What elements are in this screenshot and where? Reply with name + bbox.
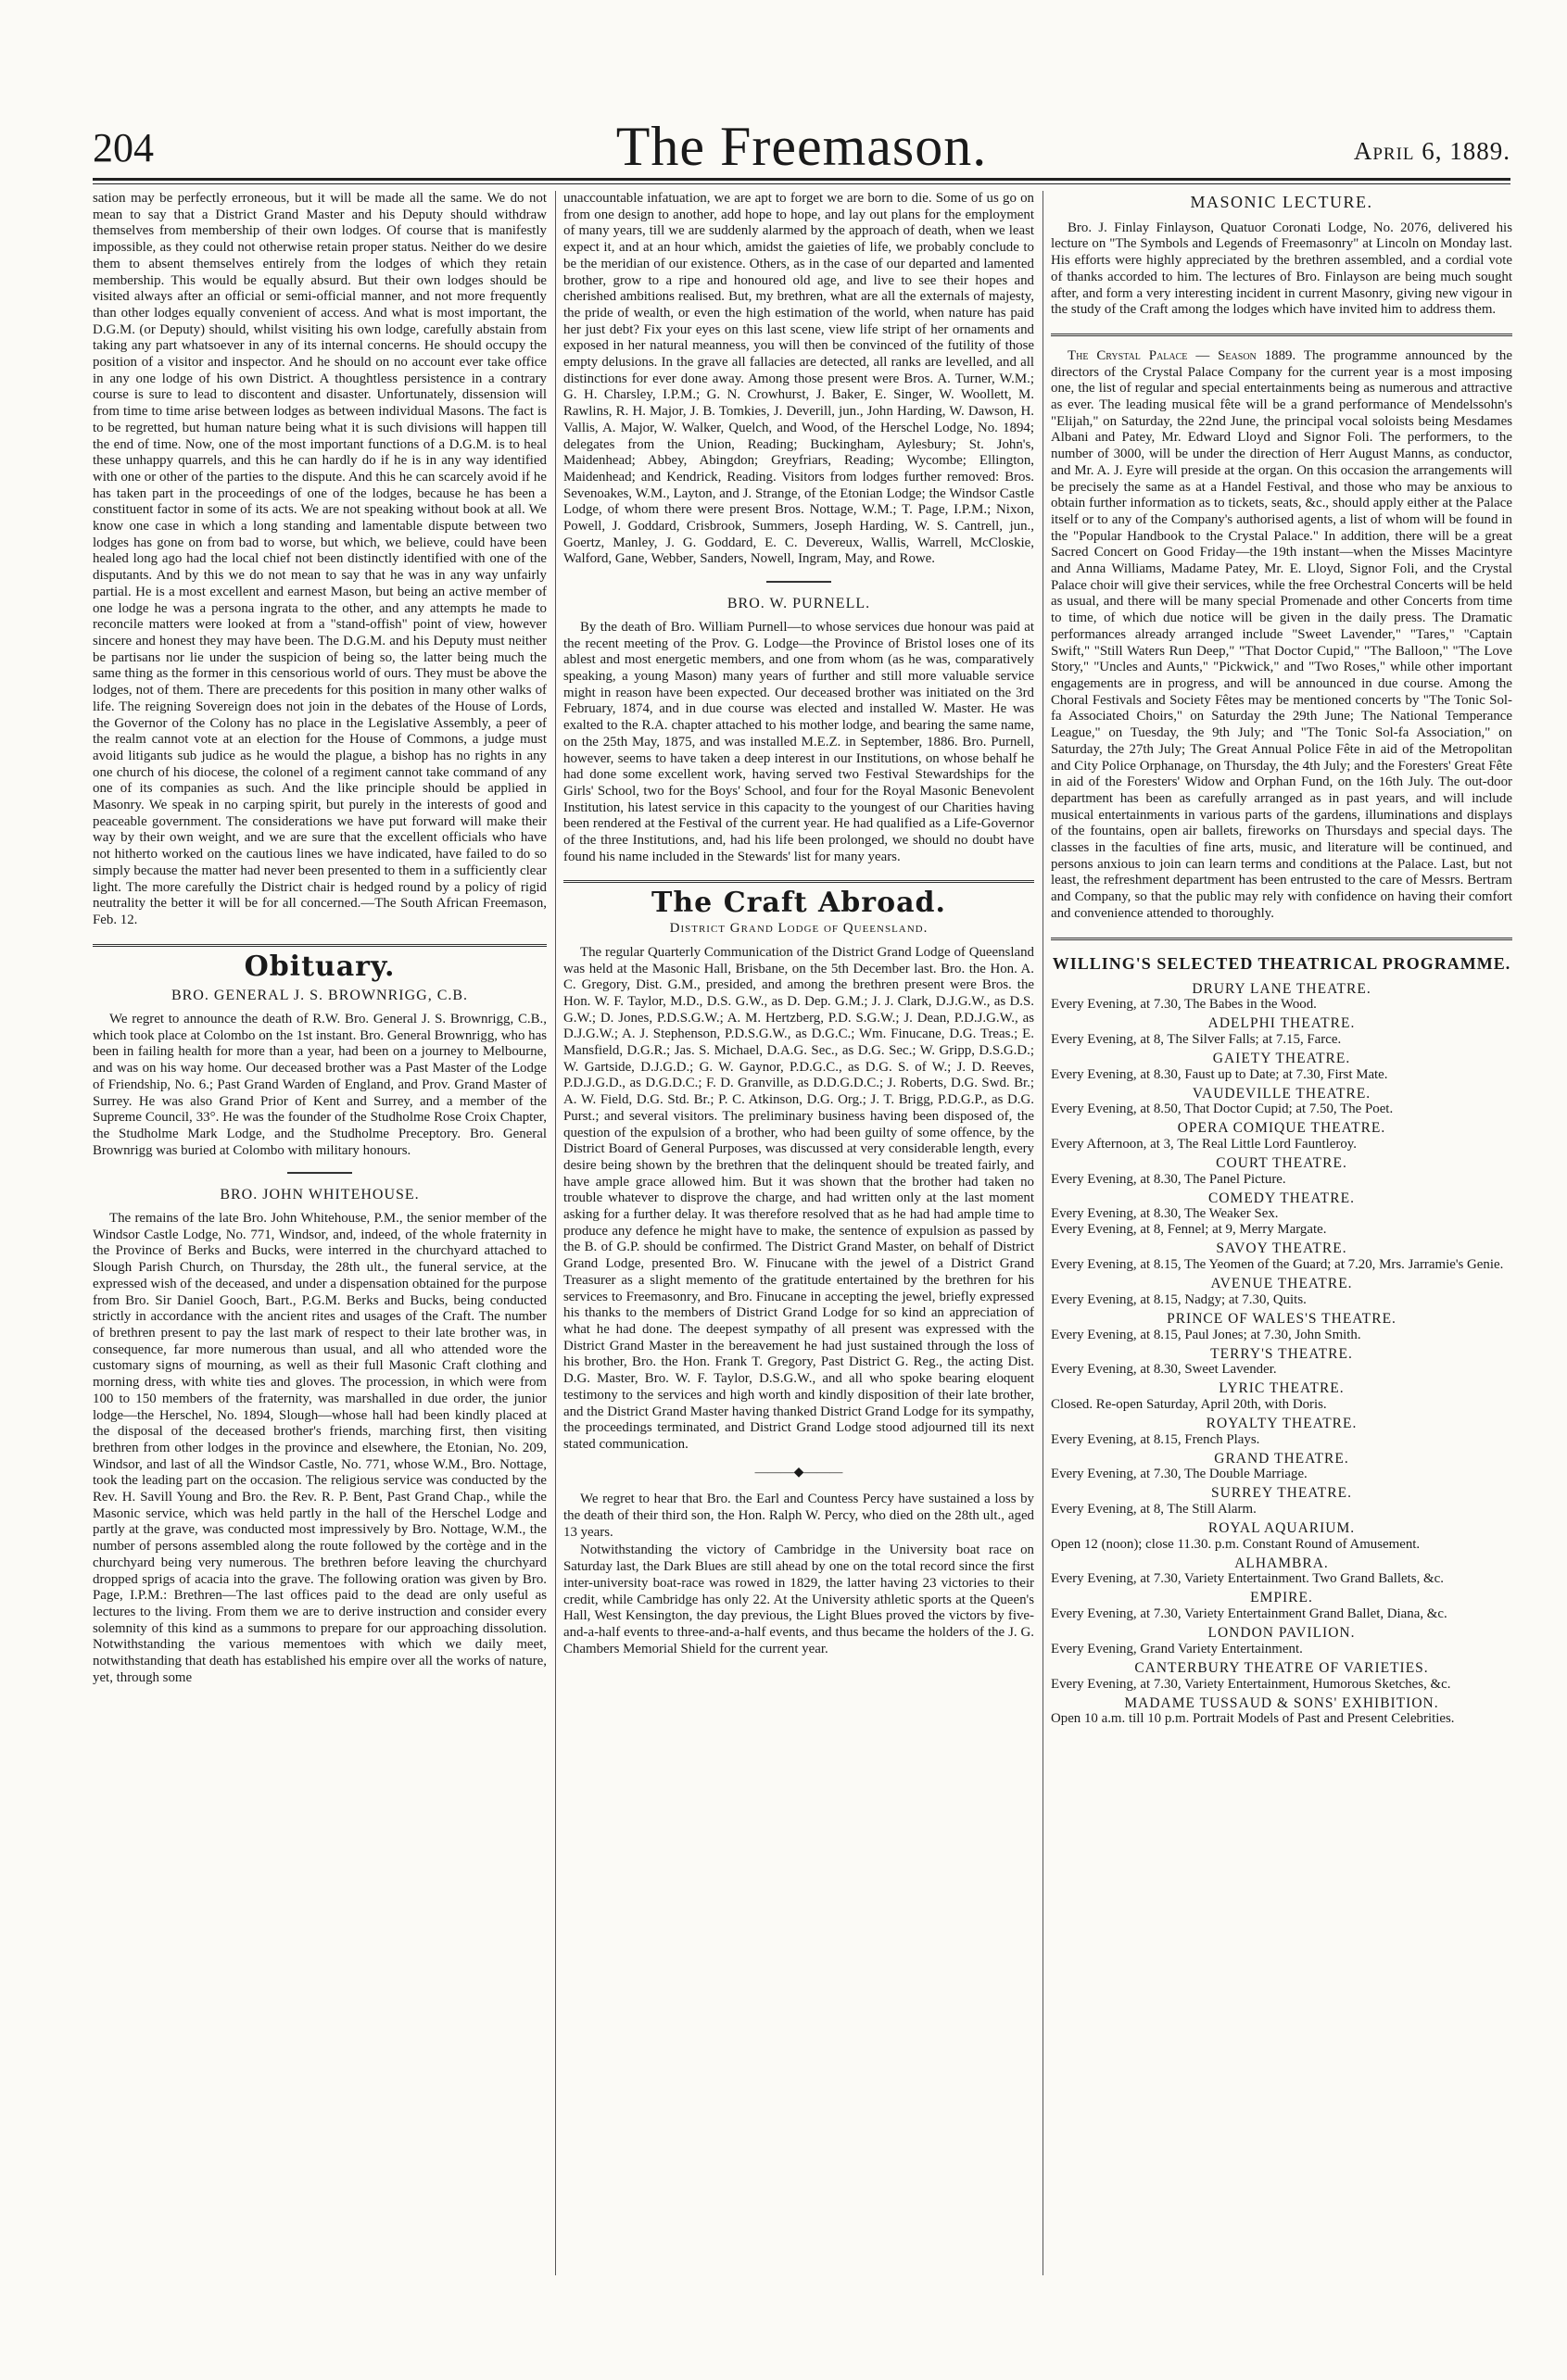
obituary-brownrigg-text: We regret to announce the death of R.W. Bro. General J. S. Brownrigg, C.B., which took place at Colombo on the 1st instant. Bro. General Brownrigg, who has been in failing health for more than a year, had been on a journey to Melbourne, and was on his way home. Our deceased brother was a Past Master of the Lodge of Friendship, No. 6.; Past Grand Warden of England, and Prov. Grand Master of Surrey. He was also Grand Prior of Kent and Surrey, and a member of the Supreme Council, 33°. He was the founder of the Studholme Rose Croix Chapter, the Studholme Mark Lodge, and the Studholme Preceptory. Bro. General Brownrigg was buried at Colombo with military honours. (93, 1012, 547, 1158)
theatre-performance: Every Evening, at 8.50, That Doctor Cupid; at 7.50, The Poet. (1051, 1102, 1394, 1117)
crystal-palace-lead: The Crystal Palace — Season 1889. (1068, 347, 1296, 363)
theatre-performance: Every Evening, at 8.15, French Plays. (1051, 1431, 1260, 1447)
obituary-title: Obituary. (244, 950, 396, 983)
section-rule (1051, 938, 1512, 941)
theatre-name: AVENUE THEATRE. (1210, 1276, 1353, 1292)
theatre-performance: Every Evening, at 7.30, The Double Marriage. (1051, 1467, 1308, 1482)
article-continuation: sation may be perfectly erroneous, but it will be made all the same. We do not mean to say that a District Grand Master and his Deputy should withdraw themselves from membership of their own lodges. Of course that is manifestly impossible, as they could not otherwise retain proper status. Neither do we desire them to absent themselves entirely from the lodges of which they retain membership. This would be equally absurd. But their own lodges should be visited always after an official or semi-official manner, and not more frequently than other lodges equally convenient of access. And what is most important, the D.G.M. (or Deputy) should, whilst visiting his own lodge, carefully abstain from taking any part whatsoever in any of its internal concerns. He should occupy the position of a visitor and inspector. And he should on no account ever take office in any one lodge of his own District. A thoughtless persistence in a contrary course is sure to lead to discontent and disaster. Unfortunately, dissension will from time to time arise between lodges as between individual Masons. The fact is to be regretted, but human nature being what it is such divisions will happen till the end of time. Now, one of the most important functions of a D.G.M. is to heal these unhappy quarrels, and this he can hardly do if he is in any way identified with one or other of the parties to the dispute. And this he can scarcely avoid if he has taken part in the proceedings of one of the lodges, because he has been a constituent factor in some of its acts. We are not speaking without book at all. We know one case in which a long standing and lamentable dispute between two lodges has gone on from bad to worse, but which, we believe, could have been healed long ago had the local chief not been distinctly identified with one of the disputants. And by this we do not mean to say that he was in any way unfairly partial. He is a most excellent and earnest Mason, but being an active member of one lodge he was a persona ingrata to the other, and any attempts he made to reconcile matters were looked at from a "stand-offish" point of view, however sincere and honest they may have been. The D.G.M. and his Deputy must neither be partisans nor lie under the suspicion of being so, the latter being much the same thing as the former in this censorious world of ours. They must be above the lodges, not of them. There are precedents for this position in many other walks of life. The reigning Sovereign does not join in the debates of the House of Lords, the Governor of the Colony has no place in the Legislative Assembly, a peer of the realm cannot vote at an election for the House of Commons, a judge must avoid litigants sub judice as he would the plague, a bishop has no rights in any one church of his diocese, the colonel of a regiment cannot take command of any one of its companies as such. And the like principle should be applied in Masonry. We speak in no carping spirit, but purely in the interests of good and peaceable government. The considerations we have put forward will make their way by their own weight, and we are sure that the excellent officials who have not hitherto worked on the cautious lines we have indicated, have failed to do so simply because the matter had never been presented to them in a sufficiently clear light. The more carefully the District chair is hedged round by a policy of rigid neutrality the better it will be for all concerned.—The South African Freemason, Feb. 12. (93, 191, 547, 927)
theatre-name: DRURY LANE THEATRE. (1192, 980, 1371, 997)
theatre-name: CANTERBURY THEATRE OF VARIETIES. (1134, 1659, 1429, 1676)
theatre-performance: Every Evening, at 8.30, The Panel Picture. (1051, 1171, 1286, 1187)
theatre-performance: Every Evening, at 8.15, The Yeomen of the Guard; at 7.20, Mrs. Jarramie's Genie. (1051, 1257, 1504, 1273)
queensland-text: The regular Quarterly Communication of the District Grand Lodge of Queensland was held at the Masonic Hall, Brisbane, on the 5th December last. Bro. the Hon. A. C. Gregory, Dist. G.M., presided, and among the brethren present were Bros. the Hon. W. F. Taylor, M.D., D.S. G.W., as D. Dep. G.M.; J. J. Clark, D.J.G.W., as D.S. G.W.; D. Jones, P.D.S.G.W.; A. M. Hertzberg, P.D. S.G.W.; J. Dean, P.D.J.G.W., as D.J.G.W.; A. J. Stephenson, P.D.S.G.W., as D.G.C.; Wm. Finucane, D.G. Treas.; E. Mansfield, D.G.R.; Jas. S. Michael, D.A.G. Sec., as D.G. Sec.; W. Gripp, D.S.G.D.; W. Gartside, D.J.G.D.; G. W. Gaynor, P.D.G.C., as D.G. S. of W.; J. D. Reeves, P.D.J.G.D., as D.G.D.C.; F. D. Granville, as D.D.G.D.C.; J. Roberts, D.G. Swd. Br.; A. W. Field, D.G. Std. Br.; P. C. Atkinson, D.G. Org.; J. T. Brigg, P.D.G.P., as D.G. Purst.; and several visitors. The preliminary business having been disposed of, the question of the expulsion of a brother, who had been guilty of some offence, by the District Board of General Purposes, was discussed at very considerable length, every desire being shown by the brethren that the delinquent should be treated fairly, and have ample grace allowed him. But it was shown that the brother had taken no trouble whatever to disprove the charge, and had written only at the last moment asking for a further delay. It was therefore resolved that as he had had ample time to produce any defence he might have to make, the sentence of expulsion as passed by the B. of G.P. should be confirmed. The District Grand Master, on behalf of District Grand Lodge, presented Bro. W. Finucane with the jewel of a District Grand Treasurer as a slight memento of the gratitude entertained by the brethren for his services to Freemasonry, and Bro. Finucane in accepting the jewel, briefly expressed his thanks to the members of District Grand Lodge for so kind an appreciation of what he had done. The deepest sympathy of all present was expressed with the District Grand Master in the bereavement he had just sustained through the loss of his brother, Bro. the Hon. Frank T. Gregory, Past District G. Reg., the acting Dist. D.G. Master, Bro. W. F. Taylor, D.S.G.W., and all who spoke bearing eloquent testimony to the services and high worth and kindly disposition of their late brother, and the District Grand Master having thanked District Grand Lodge for its sympathy, the proceedings terminated, and District Grand Lodge stood adjourned till its next stated communication. (563, 944, 1034, 1452)
theatre-name: LYRIC THEATRE. (1219, 1380, 1345, 1397)
craft-abroad-title: The Craft Abroad. (651, 887, 946, 920)
theatre-name: GAIETY THEATRE. (1212, 1050, 1351, 1066)
section-rule (1051, 334, 1512, 337)
theatre-name: OPERA COMIQUE THEATRE. (1177, 1120, 1386, 1137)
theatre-name: ADELPHI THEATRE. (1207, 1015, 1356, 1032)
theatre-name: SAVOY THEATRE. (1216, 1240, 1347, 1257)
theatre-name: ALHAMBRA. (1234, 1555, 1329, 1571)
theatre-name: ROYALTY THEATRE. (1206, 1415, 1358, 1431)
queensland-heading: District Grand Lodge of Queensland. (669, 921, 929, 937)
page-number: 204 (93, 125, 154, 170)
obituary-purnell-text: By the death of Bro. William Purnell—to whose services due honour was paid at the recent meeting of the Prov. G. Lodge—the Province of Bristol loses one of its ablest and most energetic members, and one from whom (as he was, comparatively speaking, a young Mason) many years of further and still more valuable service might in reason have been expected. Our deceased brother was initiated on the 3rd February, 1874, and in due course was elected and installed W. Master. He was exalted to the R.A. chapter attached to his mother lodge, and bearing the same name, on the 25th May, 1875, and was installed M.E.Z. in September, 1886. Bro. Purnell, however, seems to have taken a deep interest in our Institutions, on whose behalf he had done some excellent work, having served two Festival Stewardships for the Girls' School, two for the Boys' School, and four for the Royal Masonic Benevolent Institution, his latest service in this capacity to the youngest of our Charities having been rendered at the Festival of the current year. He had qualified as a Life-Governor of the three Institutions, and, had his life been prolonged, we should no doubt have found his name included in the Stewards' list for many years. (563, 619, 1034, 864)
crystal-palace-text: The programme announced by the directors of the Crystal Palace Company for the current year is a most imposing one, the list of regular and special entertainments being as numerous and attractive as ever. The leading musical fête will be a grand performance of Mendelssohn's "Elijah," on Saturday, the 22nd June, the principal vocal soloists being Mesdames Albani and Patey, Mr. Edward Lloyd and Signor Foli. The performers, to the number of 3000, will be under the direction of Herr August Manns, as conductor, and Mr. A. J. Eyre will preside at the organ. On this occasion the arrangements will be precisely the same as at a Handel Festival, and those who may be anxious to obtain further information as to tickets, seats, &c., should apply either at the Palace itself or to any of the Company's authorised agents, a list of whom will be found in the "Popular Handbook to the Crystal Palace." In addition, there will be a great Sacred Concert on Good Friday—the 19th instant—when the Misses Macintyre and Anna Williams, Madame Patey, Mr. E. Lloyd, Signor Foli, and the Crystal Palace choir will give their services, while the free Orchestral Concerts will be held as usual, and there will be many special Promenade and other Concerts from time to time, of which due notice will be given in the daily press. The Dramatic performances already arranged include "Sweet Lavender," "Tares," "Captain Swift," "Still Waters Run Deep," "That Doctor Cupid," "The Balloon," "The Love Story," "Uncles and Aunts," "Pickwick," and "Two Roses," while other important engagements are in progress, and will be announced in due course. Among the Choral Festivals and Society Fêtes may be mentioned concerts by "The Tonic Sol-fa Associated Choirs," on Saturday the 29th June; The National Temperance League," on Tuesday, the 9th July; and "The Tonic Sol-fa Association," on Saturday, the 27th July; The Great Annual Police Fête in aid of the Metropolitan and City Police Orphanage, on Thursday, the 4th July; and the Foresters' Great Fête in aid of the Foresters' Widow and Orphan Fund, on the 16th July. The out-door department has been as carefully arranged as in past years, and will include musical entertainments in various parts of the gardens, illuminations and displays of the fountains, open air ballets, fireworks on Thursdays and special days. The classes in the faculties of fine arts, music, and literature will be continued, and persons anxious to join can learn terms and conditions at the Palace. Last, but not least, the refreshment department has been entrusted to the care of Messrs. Bertram and Company, so that the public may rely with confidence on having their comfort and convenience attended to thoroughly. (1051, 347, 1512, 921)
theatre-listings (1051, 981, 1512, 1728)
section-rule (563, 880, 1034, 884)
column-1 (93, 191, 547, 2275)
header-rule-thin (93, 183, 1510, 184)
theatre-performance: Every Evening, Grand Variety Entertainment. (1051, 1641, 1303, 1656)
masonic-lecture-heading: MASONIC LECTURE. (1190, 193, 1373, 211)
theatre-performance: Every Evening, at 7.30, Variety Entertainment Grand Ballet, Diana, &c. (1051, 1606, 1447, 1622)
boat-race-notice: Notwithstanding the victory of Cambridge in the University boat race on Saturday last, the Dark Blues are still ahead by one on the total record since the first inter-university boat-race was rowed in 1829, the latter having 23 victories to their credit, while Cambridge has only 22. At the University athletic sports at the Queen's Hall, West Kensington, the day previous, the Light Blues proved the victors by five-and-a-half events to three-and-a-half events, and thus became the holders of the J. G. Chambers Memorial Shield for the current year. (563, 1543, 1034, 1656)
obituary-heading-purnell: BRO. W. PURNELL. (727, 596, 871, 612)
theatre-performance: Every Evening, at 8, The Still Alarm. (1051, 1502, 1257, 1517)
divider (287, 1172, 352, 1174)
theatre-name: LONDON PAVILION. (1207, 1625, 1356, 1642)
theatrical-programme-heading: WILLING'S SELECTED THEATRICAL PROGRAMME. (1052, 953, 1511, 973)
diamond-divider: ———◆——— (754, 1465, 843, 1480)
column-divider (555, 191, 556, 2275)
theatre-name: GRAND THEATRE. (1214, 1450, 1349, 1467)
theatre-name: ROYAL AQUARIUM. (1207, 1520, 1356, 1537)
theatre-performance: Every Evening, at 7.30, The Babes in the Wood. (1051, 997, 1317, 1013)
masthead (93, 113, 1510, 178)
newspaper-title: The Freemason. (615, 116, 988, 177)
theatre-performance: Every Evening, at 8.15, Nadgy; at 7.30, Quits. (1051, 1291, 1307, 1307)
whitehouse-continuation: unaccountable infatuation, we are apt to forget we are born to die. Some of us go on from one design to another, add hope to hope, and lay out plans for the employment of many years, till we are suddenly alarmed by the approach of death, when we least expect it, and at an hour which, amidst the gaieties of life, we probably conclude to be the meridian of our existence. Others, as in the case of our departed and lamented brother, grow to a ripe and honoured old age, and live to see their hopes and cherished ambitions realised. But, my brethren, what are all the externals of majesty, the pride of wealth, or even the high estimation of the world, when nature has paid her just debt? Fix your eyes on this last scene, view life stript of her ornaments and exposed in her natural meanness, you will then be convinced of the futility of those empty delusions. In the grave all fallacies are detected, all ranks are levelled, and all distinctions for ever done away. Among those present were Bros. A. Turner, W.M.; G. H. Charsley, I.P.M.; G. N. Crowhurst, J. Baker, E. Singer, W. Woollett, M. Rawlins, R. H. Major, J. B. Tomkies, J. Deverill, jun., John Harding, W. Dawson, H. Vallis, A. Major, W. Walker, Quelch, and Wood, of the Herschel Lodge, No. 1894; delegates from the Union, Reading; Buckingham, Aylesbury; St. John's, Maidenhead; Abbey, Abingdon; Greyfriars, Reading; Wycombe; Ellington, Maidenhead; and Kendrick, Reading. Visitors from lodges further removed: Bros. Sevenoakes, W.M., Layton, and J. Strange, of the Etonian Lodge; the Windsor Castle Lodge, of whom there were present Bros. Nottage, W.M.; T. Page, I.P.M.; Nixon, Powell, J. Goddard, Crisbrook, Summers, Joseph Harding, W. S. Cantrell, jun., Goertz, Manley, J. G. Goddard, E. C. Devereux, Wallis, Warrell, McCloskie, Walford, Gane, Webber, Sanders, Nowell, Ingram, May, and Rowe. (563, 191, 1034, 567)
theatre-name: COMEDY THEATRE. (1208, 1190, 1355, 1206)
percy-notice: We regret to hear that Bro. the Earl and Countess Percy have sustained a loss by the death of their third son, the Hon. Ralph W. Percy, who died on the 28th ult., aged 13 years. (563, 1492, 1034, 1540)
theatre-performance: Every Evening, at 8, The Silver Falls; at 7.15, Farce. (1051, 1031, 1342, 1047)
theatre-performance: Every Evening, at 7.30, Variety Entertainment, Humorous Sketches, &c. (1051, 1676, 1451, 1692)
obituary-heading-brownrigg: BRO. GENERAL J. S. BROWNRIGG, C.B. (171, 988, 469, 1004)
column-3 (1051, 191, 1512, 2275)
theatre-performance: Every Evening, at 8.30, Sweet Lavender. (1051, 1362, 1277, 1378)
section-rule (93, 944, 547, 948)
theatre-name: COURT THEATRE. (1216, 1155, 1347, 1172)
theatre-name: TERRY'S THEATRE. (1210, 1345, 1353, 1362)
theatre-performance: Every Evening, at 8.15, Paul Jones; at 7.30, John Smith. (1051, 1327, 1361, 1342)
theatre-performance: Every Evening, at 8, Fennel; at 9, Merry Margate. (1051, 1222, 1327, 1238)
theatre-performance: Every Evening, at 8.30, The Weaker Sex. (1051, 1206, 1279, 1222)
column-2 (563, 191, 1034, 2275)
theatre-name: PRINCE OF WALES'S THEATRE. (1167, 1310, 1396, 1327)
header-rule (93, 178, 1510, 181)
theatre-performance: Closed. Re-open Saturday, April 20th, with Doris. (1051, 1396, 1327, 1412)
theatre-name: EMPIRE. (1250, 1590, 1313, 1606)
theatre-performance: Every Evening, at 8.30, Faust up to Date; at 7.30, First Mate. (1051, 1066, 1388, 1082)
theatre-performance: Every Evening, at 7.30, Variety Entertainment. Two Grand Ballets, &c. (1051, 1571, 1444, 1587)
obituary-heading-whitehouse: BRO. JOHN WHITEHOUSE. (220, 1187, 420, 1203)
theatre-performance: Open 10 a.m. till 10 p.m. Portrait Models of Past and Present Celebrities. (1051, 1711, 1455, 1727)
obituary-whitehouse-text: The remains of the late Bro. John Whitehouse, P.M., the senior member of the Windsor Castle Lodge, No. 771, Windsor, and, indeed, of the whole fraternity in the Province of Berks and Bucks, were interred in the churchyard attached to Slough Parish Church, on Thursday, the 28th ult., the funeral service, at the expressed wish of the deceased, and under a dispensation obtained for the purpose from Bro. Sir Daniel Gooch, Bart., P.G.M. Berks and Bucks, being conducted strictly in accordance with the ancient rites and usages of the Craft. The number of brethren present to pay the last mark of respect to their late brother was, in consequence, far more numerous than usual, and all who attended wore the customary signs of mourning, as well as their full Masonic Craft clothing and morning dress, with white ties and gloves. The procession, in which were from 100 to 150 members of the fraternity, was marshalled in due order, the junior lodge—the Herschel, No. 1894, Slough—whose hall had been kindly placed at the disposal of the deceased brother's friends, marching first, then visiting brethren from other lodges in the province and elsewhere, the Etonian, No. 209, Windsor, and last of all the Windsor Castle, No. 771, whose W.M., Bro. Nottage, took the leading part on the occasion. The religious service was conducted by the Rev. H. Savill Young and Bro. the Rev. R. P. Bent, Past Grand Chap., while the Masonic service, which was held partly in the hall of the Herschel Lodge and partly at the grave, was conducted most impressively by Bro. Nottage, W.M., the number of persons assembled along the route followed by the cortège and in the churchyard being very numerous. The brethren before leaving the churchyard dropped sprigs of acacia into the grave. The following oration was given by Bro. Page, I.P.M.: Brethren—The last offices paid to the dead are only useful as lectures to the living. From them we are to derive instruction and consider every solemnity of this kind as a summons to prepare for our approaching dissolution. Notwithstanding the various mementoes with which we daily meet, notwithstanding that death has established his empire over all the works of nature, yet, through some (93, 1211, 547, 1685)
masonic-lecture-text: Bro. J. Finlay Finlayson, Quatuor Coronati Lodge, No. 2076, delivered his lecture on "The Symbols and Legends of Freemasonry" at Lincoln on Monday last. His efforts were highly appreciated by the brethren assembled, and a cordial vote of thanks accorded to him. The lectures of Bro. Finlayson are being much sought after, and form a very interesting incident in current Masonry, giving new vigour in the study of the Craft among the lodges which have invited him to address them. (1051, 220, 1512, 318)
divider (766, 581, 831, 583)
theatre-performance: Every Afternoon, at 3, The Real Little Lord Fauntleroy. (1051, 1137, 1357, 1152)
theatre-name: SURREY THEATRE. (1211, 1485, 1352, 1502)
theatre-name: MADAME TUSSAUD & SONS' EXHIBITION. (1124, 1694, 1439, 1711)
theatre-performance: Open 12 (noon); close 11.30. p.m. Constant Round of Amusement. (1051, 1536, 1421, 1552)
theatre-name: VAUDEVILLE THEATRE. (1192, 1085, 1371, 1102)
issue-date: April 6, 1889. (1353, 137, 1510, 165)
